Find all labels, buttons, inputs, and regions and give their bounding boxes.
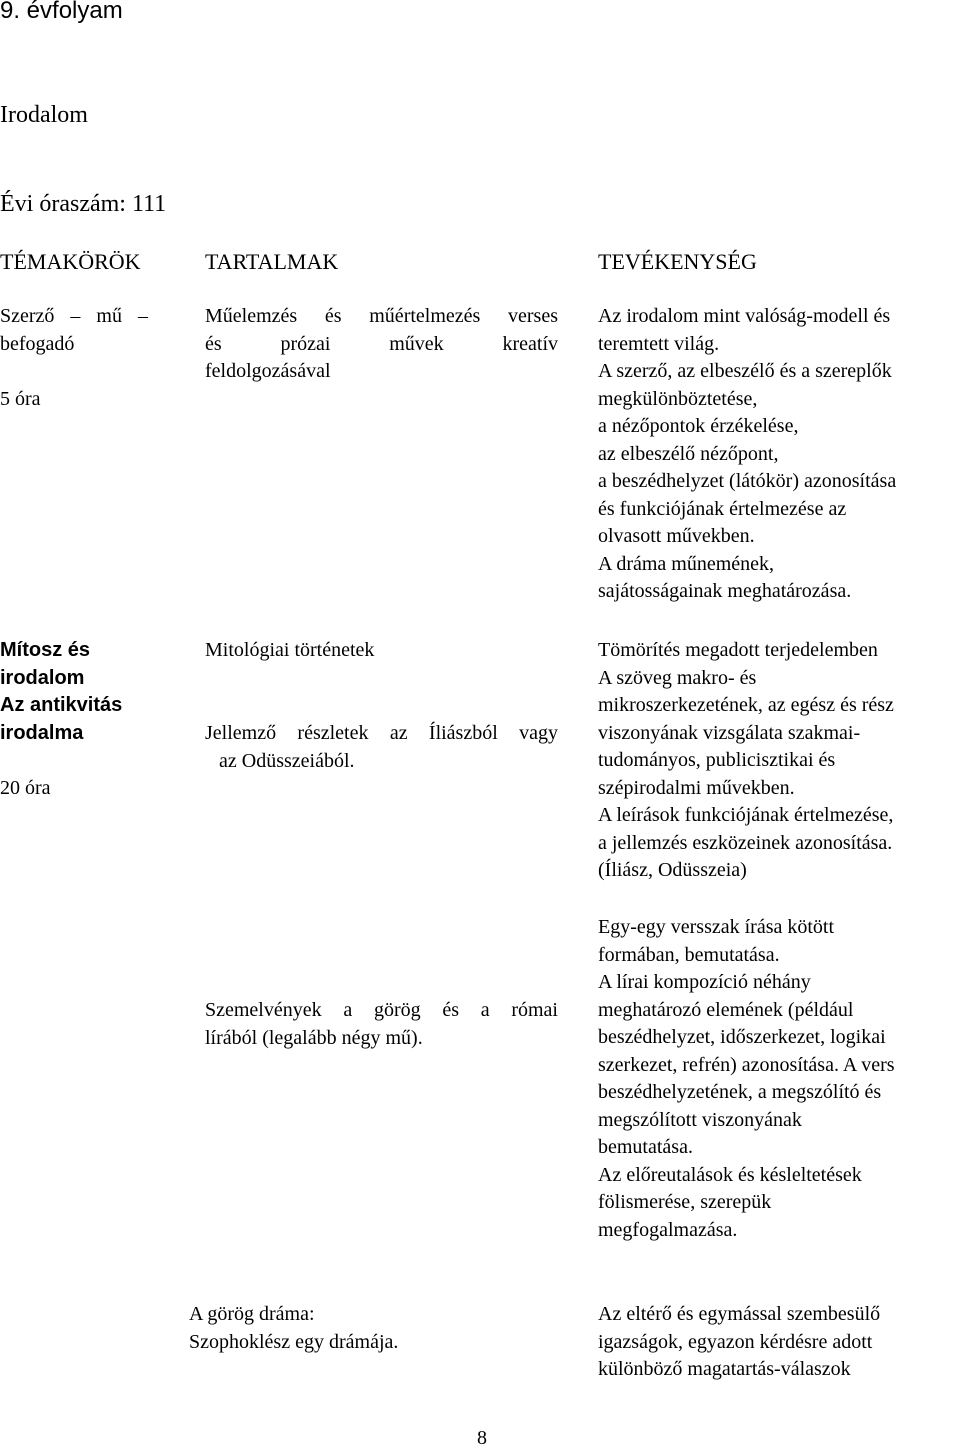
activity-line: különböző magatartás-válaszok xyxy=(598,1358,851,1380)
column-header-contents: TARTALMAK xyxy=(205,249,339,274)
activity-line: A szöveg makro- és xyxy=(598,666,757,689)
activity-line: teremtett világ. xyxy=(598,332,720,355)
activity-line: szépirodalmi művekben. xyxy=(598,776,795,799)
activity-line: megkülönböztetése, xyxy=(598,387,758,410)
activity-line: mikroszerkezetének, az egész és rész xyxy=(598,694,894,716)
activity-line: az elbeszélő nézőpont, xyxy=(598,442,779,465)
section4-content-line2: Szophoklész egy drámája. xyxy=(189,1330,399,1353)
activity-line: Egy-egy versszak írása kötött xyxy=(598,916,835,938)
section2-content-iliad xyxy=(205,720,558,775)
section1-topic-line2: befogadó xyxy=(0,332,75,355)
activity-line: szerkezet, refrén) azonosítása. A vers xyxy=(598,1053,895,1076)
page-number: 8 xyxy=(477,1427,487,1449)
activity-line: Tömörítés megadott terjedelemben xyxy=(598,639,878,661)
section2-topic-line1: Mítosz és xyxy=(0,639,91,661)
section2-topic-line3: Az antikvitás xyxy=(0,694,123,716)
subject-heading: Irodalom xyxy=(0,102,88,128)
section1-content xyxy=(205,303,558,386)
activity-line: Az előreutalások és késleltetések xyxy=(598,1163,862,1186)
activity-line: A szerző, az elbeszélő és a szereplők xyxy=(598,360,892,382)
activity-line: Az eltérő és egymással szembesülő xyxy=(598,1303,881,1325)
section1-topic-line1: Szerző – mű – xyxy=(0,305,148,327)
section4-content-line1: A görög dráma: xyxy=(189,1303,315,1325)
column-header-topics: TÉMAKÖRÖK xyxy=(0,249,141,274)
column-header-activities: TEVÉKENYSÉG xyxy=(598,249,757,274)
activity-line: fölismerése, szerepük xyxy=(598,1191,772,1213)
section2-content-line1: Jellemző részletek az Íliászból vagy xyxy=(205,722,558,744)
activity-line: A leírások funkciójának értelmezése, xyxy=(598,804,894,826)
activity-line: igazságok, egyazon kérdésre adott xyxy=(598,1330,873,1353)
section3-content xyxy=(205,997,558,1052)
activity-line: beszédhelyzet, időszerkezet, logikai xyxy=(598,1026,886,1048)
section2-topic xyxy=(0,637,122,747)
section4-activity xyxy=(598,1301,880,1384)
activity-line: A lírai kompozíció néhány xyxy=(598,971,811,993)
activity-line: sajátosságainak meghatározása. xyxy=(598,580,852,602)
section4-content xyxy=(189,1301,398,1356)
activity-line: beszédhelyzetének, a megszólító és xyxy=(598,1081,882,1103)
activity-line: meghatározó elemének (például xyxy=(598,998,854,1021)
section1-hours: 5 óra xyxy=(0,388,41,410)
activity-line: olvasott művekben. xyxy=(598,525,755,547)
section2-topic-line4: irodalma xyxy=(0,721,84,744)
section2-topic-line2: irodalom xyxy=(0,666,85,689)
section1-content-line1: Műelemzés és műértelmezés verses xyxy=(205,305,558,327)
section2-content-mythology: Mitológiai történetek xyxy=(205,639,375,661)
section3-content-line1: Szemelvények a görög és a római xyxy=(205,999,558,1021)
activity-line: és funkciójának értelmezése az xyxy=(598,497,847,520)
section2-hours: 20 óra xyxy=(0,777,51,799)
activity-line: A dráma műnemének, xyxy=(598,552,775,575)
hours-heading: Évi óraszám: 111 xyxy=(0,191,167,217)
activity-line: a beszédhelyzet (látókör) azonosítása xyxy=(598,470,897,492)
section1-content-line2: és prózai művek kreatív xyxy=(205,332,558,355)
section3-content-line2: lírából (legalább négy mű). xyxy=(205,1026,423,1049)
grade-heading: 9. évfolyam xyxy=(0,0,123,24)
section2-activity xyxy=(598,637,894,885)
activity-line: megfogalmazása. xyxy=(598,1218,738,1241)
activity-line: a jellemzés eszközeinek azonosítása. xyxy=(598,831,893,854)
section3-activity xyxy=(598,914,895,1244)
activity-line: tudományos, publicisztikai és xyxy=(598,749,836,771)
activity-line: formában, bemutatása. xyxy=(598,943,780,966)
activity-line: bemutatása. xyxy=(598,1136,693,1158)
section1-activity xyxy=(598,303,896,606)
activity-line: Az irodalom mint valóság-modell és xyxy=(598,305,891,327)
activity-line: (Íliász, Odüsszeia) xyxy=(598,859,747,881)
section2-content-line2: az Odüsszeiából. xyxy=(219,749,355,772)
section1-topic xyxy=(0,303,148,358)
activity-line: megszólított viszonyának xyxy=(598,1108,802,1131)
activity-line: a nézőpontok érzékelése, xyxy=(598,415,799,437)
activity-line: viszonyának vizsgálata szakmai- xyxy=(598,721,861,744)
section1-content-line3: feldolgozásával xyxy=(205,360,331,382)
